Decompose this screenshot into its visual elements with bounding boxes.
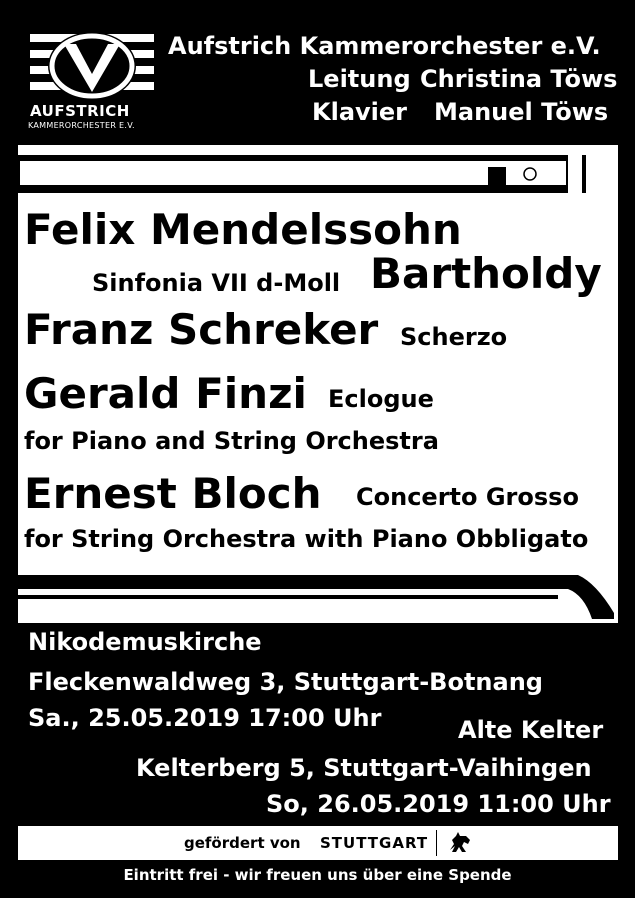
venue1-date: Sa., 25.05.2019 17:00 Uhr (28, 704, 382, 732)
work-concerto-grosso: Concerto Grosso (356, 483, 579, 511)
program-panel (18, 145, 618, 623)
work-eclogue: Eclogue (328, 385, 434, 413)
sponsor-stuttgart-logo: STUTTGART (320, 834, 429, 852)
sponsor-label: gefördert von (184, 834, 301, 852)
violin-bow-top-icon (18, 155, 618, 195)
venue1-address: Fleckenwaldweg 3, Stuttgart-Botnang (28, 668, 543, 696)
composer-finzi: Gerald Finzi (24, 369, 307, 418)
header-klavier-name: Manuel Töws (434, 98, 609, 126)
logo-v-emblem (28, 30, 156, 102)
venue2-address: Kelterberg 5, Stuttgart-Vaihingen (136, 754, 592, 782)
header-orchestra-name: Aufstrich Kammerorchester e.V. (168, 32, 601, 60)
sponsor-divider (436, 830, 437, 856)
work-concerto-subtitle: for String Orchestra with Piano Obbligato (24, 525, 589, 553)
logo-text-aufstrich: AUFSTRICH (30, 102, 130, 120)
header-leitung-name: Christina Töws (420, 65, 618, 93)
venue1-name: Nikodemuskirche (28, 628, 262, 656)
header-leitung-label: Leitung (308, 65, 411, 93)
work-eclogue-subtitle: for Piano and String Orchestra (24, 427, 439, 455)
sponsor-bar (18, 826, 618, 860)
header-klavier-label: Klavier (312, 98, 408, 126)
venue2-date: So, 26.05.2019 11:00 Uhr (266, 790, 611, 818)
logo-text-subtitle: KAMMERORCHESTER E.V. (28, 121, 135, 130)
violin-bow-bottom-icon (18, 575, 618, 623)
composer-schreker: Franz Schreker (24, 305, 379, 354)
work-sinfonia: Sinfonia VII d-Moll (92, 269, 341, 297)
horse-icon (446, 830, 474, 856)
orchestra-logo (28, 30, 156, 130)
composer-mendelssohn-bartholdy: Bartholdy (370, 249, 602, 298)
footer-admission-text: Eintritt frei - wir freuen uns über eine Spende (123, 866, 512, 884)
composer-bloch: Ernest Bloch (24, 469, 322, 518)
venue2-name: Alte Kelter (458, 716, 604, 744)
work-scherzo: Scherzo (400, 323, 508, 351)
composer-mendelssohn: Felix Mendelssohn (24, 205, 462, 254)
